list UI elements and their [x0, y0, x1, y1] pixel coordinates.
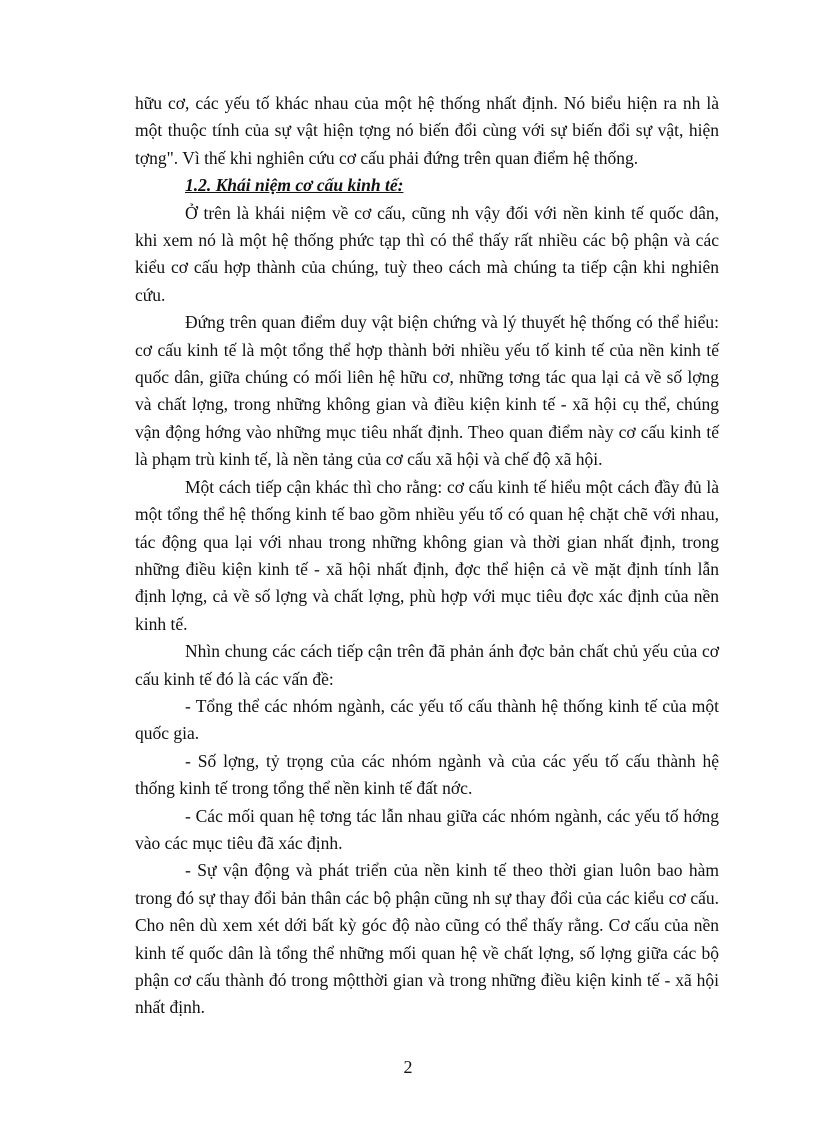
list-item: - Sự vận động và phát triển của nền kinh tế theo thời gian luôn bao hàm trong đó sự thay đổi bản thân các bộ phận cũng nh sự thay đổi của các kiểu cơ cấu. Cho nên dù xem xét dới bất kỳ góc độ nào cũng có thể thấy rằng. Cơ cấu của nền kinh tế quốc dân là tổng thể những mối quan hệ về chất lợng, số lợng giữa các bộ phận cơ cấu thành đó trong mộtthời gian và trong những điều kiện kinh tế - xã hội nhất định. [135, 860, 719, 1018]
paragraph-summary: Nhìn chung các cách tiếp cận trên đã phản ánh đợc bản chất chủ yếu của cơ cấu kinh tế đó là các vấn đề: [135, 641, 719, 689]
paragraph-dialectical-view: Đứng trên quan điểm duy vật biện chứng và lý thuyết hệ thống có thể hiểu: cơ cấu kinh tế là một tổng thể hợp thành bởi nhiều yếu tố kinh tế của nền kinh tế quốc dân, giữa chúng có mối liên hệ hữu cơ, những tơng tác qua lại cả về số lợng và chất lợng, trong những không gian và điều kiện kinh tế - xã hội cụ thể, chúng vận động hớng vào những mục tiêu nhất định. Theo quan điểm này cơ cấu kinh tế là phạm trù kinh tế, là nền tảng của cơ cấu xã hội và chế độ xã hội. [135, 312, 719, 470]
list-item: - Số lợng, tỷ trọng của các nhóm ngành và của các yếu tố cấu thành hệ thống kinh tế trong tổng thể nền kinh tế đất nớc. [135, 750, 719, 799]
document-page [135, 90, 719, 1022]
section-heading: 1.2. Khái niệm cơ cấu kinh tế: [185, 175, 404, 196]
paragraph-alternative-approach: Một cách tiếp cận khác thì cho rằng: cơ cấu kinh tế hiểu một cách đầy đủ là một tổng thể hệ thống kinh tế bao gồm nhiều yếu tố có quan hệ chặt chẽ với nhau, tác động qua lại với nhau trong những không gian và thời gian nhất định, trong những điều kiện kinh tế - xã hội nhất định, đợc thể hiện cả về mặt định tính lẫn định lợng, cả về số lợng và chất lợng, phù hợp với mục tiêu đợc xác định của nền kinh tế. [135, 476, 719, 634]
list-item: - Tổng thể các nhóm ngành, các yếu tố cấu thành hệ thống kinh tế của một quốc gia. [135, 695, 719, 744]
list-item: - Các mối quan hệ tơng tác lẫn nhau giữa các nhóm ngành, các yếu tố hớng vào các mục tiêu đã xác định. [135, 805, 719, 853]
page-number: 2 [403, 1057, 413, 1077]
paragraph-continuation: hữu cơ, các yếu tố khác nhau của một hệ thống nhất định. Nó biểu hiện ra nh là một thuộc tính của sự vật hiện tợng nó biến đổi cùng với sự biến đổi sự vật, hiện tợng". Vì thế khi nghiên cứu cơ cấu phải đứng trên quan điểm hệ thống. [135, 93, 719, 168]
paragraph-structure-concept: Ở trên là khái niệm về cơ cấu, cũng nh vậy đối với nền kinh tế quốc dân, khi xem nó là một hệ thống phức tạp thì có thể thấy rất nhiều các bộ phận và các kiểu cơ cấu hợp thành của chúng, tuỳ theo cách mà chúng ta tiếp cận khi nghiên cứu. [135, 202, 719, 305]
